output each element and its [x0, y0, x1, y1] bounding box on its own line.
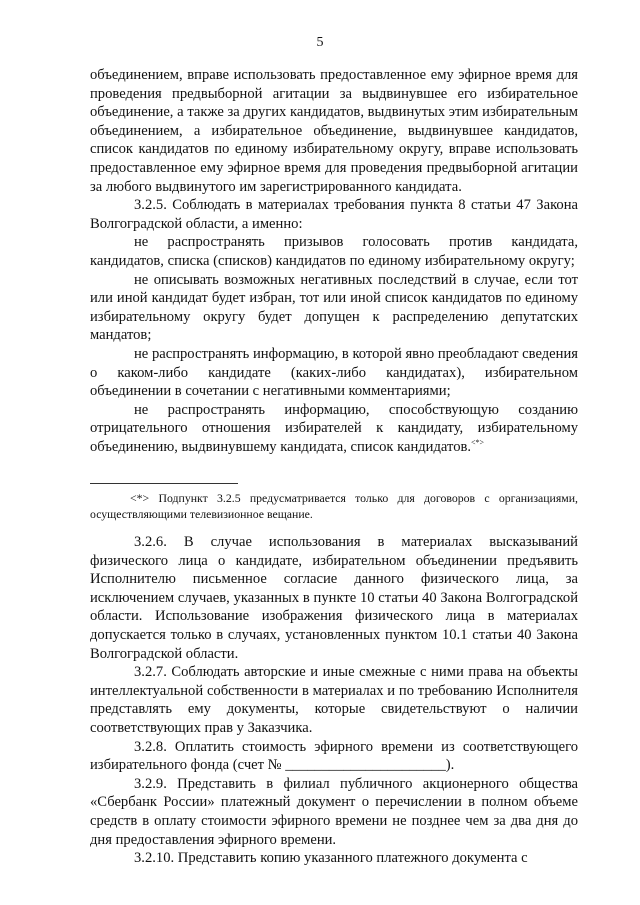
clause-3-2-5-item-1: не распространять призывов голосовать против кандидата, кандидатов, списка (списков) кандидатов по единому избирательному округу; [90, 234, 578, 269]
clause-3-2-5-item-3: не распространять информацию, в которой явно преобладают сведения о каком-либо кандидате (каких-либо кандидатах), избирательном объединении в сочетании с негативными комментариями; [90, 345, 578, 400]
page-number: 5 [316, 35, 324, 50]
clause-3-2-7: 3.2.7. Соблюдать авторские и иные смежные с ними права на объекты интеллектуальной собственности в материалах и по требованию Исполнителя представлять ему документы, которые свидетельствуют о наличии соответствующих прав у Заказчика. [90, 664, 578, 736]
clause-3-2-5-item-2: не описывать возможных негативных последствий в случае, если тот или иной кандидат будет избран, тот или иной список кандидатов по единому избирательному округу будет допущен к распределению депутатских мандатов; [90, 271, 578, 344]
clause-3-2-9: 3.2.9. Представить в филиал публичного акционерного общества «Сбербанк России» платежный документ о перечислении в полном объеме средств в оплату стоимости эфирного времени не позднее чем за два дня до дня предоставления эфирного времени. [90, 775, 578, 848]
clause-3-2-6: 3.2.6. В случае использования в материалах высказываний физического лица о кандидате, избирательном объединении предъявить Исполнителю письменное согласие данного физического лица, за исключением случаев, указанных в пункте 10 статьи 40 Закона Волгоградской области. Использование изображения физического лица в материалах допускается только в случаях, установленных пунктом 10.1 статьи 40 Закона Волгоградской области. [90, 534, 578, 662]
clause-3-2-5-item-4 [90, 401, 578, 457]
contract-text-upper [90, 66, 578, 456]
footnote-separator [90, 483, 238, 484]
footnote-reference: <*> [471, 438, 485, 448]
paragraph-continuation: объединением, вправе использовать предоставленное ему эфирное время для проведения предвыборной агитации за выдвинувшее его избирательное объединение, а также за других кандидатов, выдвинутых этим избирательным объединением, а избирательное объединение, выдвинувшее кандидатов, список кандидатов по единому избирательному округу, вправе использовать предоставленное ему эфирное время для проведения предвыборной агитации за любого выдвинутого им зарегистрированного кандидата. [90, 67, 578, 195]
clause-3-2-5-item-4-text: не распространять информацию, способствующую созданию отрицательного отношения избирателей к кандидату, избирательному объединению, выдвинувшему кандидата, список кандидатов. [90, 401, 578, 455]
contract-text-lower [90, 533, 578, 868]
clause-3-2-5: 3.2.5. Соблюдать в материалах требования пункта 8 статьи 47 Закона Волгоградской области, а именно: [90, 197, 578, 232]
clause-3-2-10: 3.2.10. Представить копию указанного платежного документа с [134, 850, 528, 867]
clause-3-2-8: 3.2.8. Оплатить стоимость эфирного времени из соответствующего избирательного фонда (счет № ______________________). [90, 738, 578, 774]
footnote: <*> Подпункт 3.2.5 предусматривается только для договоров с организациями, осуществляющими телевизионное вещание. [90, 491, 578, 521]
